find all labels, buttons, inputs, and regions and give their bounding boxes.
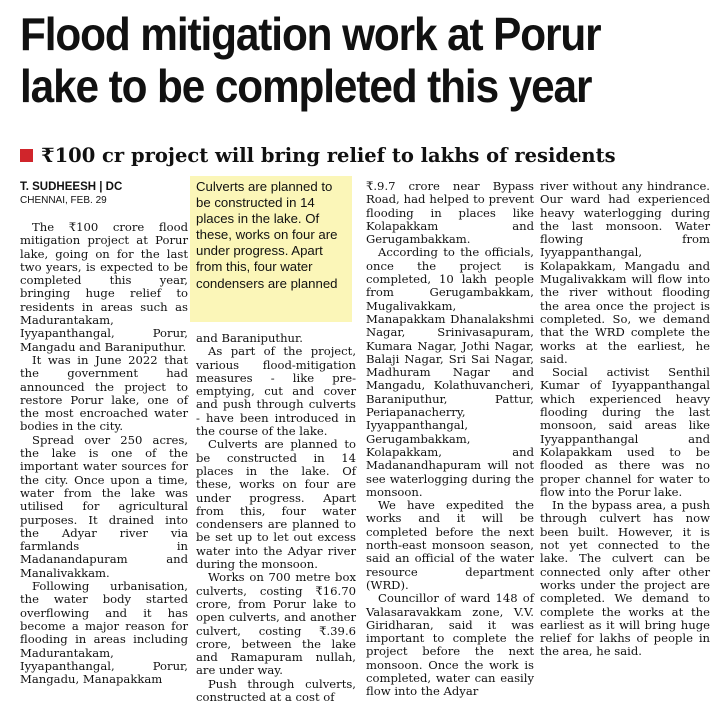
- paragraph: It was in June 2022 that the government had announced the project to restore Porur lake, one of the most encroached water bodies in the city.: [20, 352, 188, 434]
- paragraph: Works on 700 metre box culverts, costing ₹16.70 crore, from Porur lake to open culverts, and another culvert, costing ₹.39.6 crore, between the lake and Ramapuram nullah, are under way.: [196, 570, 356, 678]
- dateline: CHENNAI, FEB. 29: [20, 195, 107, 206]
- subheadline-text: ₹100 cr project will bring relief to lakhs of residents: [41, 144, 616, 167]
- subheadline: [20, 144, 710, 167]
- paragraph: Following urbanisation, the water body started overflowing and it has become a major reason for flooding in areas including Madurantakam, Iyyapanthangal, Porur, Mangadu, Manapakkam: [20, 579, 188, 687]
- paragraph: Councillor of ward 148 of Valasaravakkam zone, V.V. Giridharan, said it was important to complete the project before the next monsoon. Once the work is completed, water can easily flow into the Adyar: [366, 591, 534, 699]
- article-column-4: [540, 180, 710, 659]
- paragraph: According to the officials, once the project is completed, 10 lakh people from Gerugambakkam, Mugalivakkam, Manapakkam Dhanalakshmi Nagar, Srinivasapuram, Kumara Nagar, Jothi Nagar, Balaji Nagar, Sri Sai Nagar, Madhuram Nagar and Mangadu, Kolathuvancheri, Baraniputhur, Pattur, Periapanacherry, Iyyappanthangal, Gerugambakkam, Kolapakkam, and Madanandhapuram will not see waterlogging during the monsoon.: [366, 245, 534, 499]
- paragraph: As part of the project, various flood-mitigation measures - like pre-emptying, cut and cover and push through culverts - have been introduced in the course of the lake.: [196, 344, 356, 439]
- article-column-2: [196, 332, 356, 704]
- paragraph: The ₹100 crore flood mitigation project at Porur lake, going on for the last two years, is expected to be completed this year, bringing huge relief to residents in areas such as Madurantakam, Iyyapanthangal, Porur, Mangadu and Baraniputhur.: [20, 220, 188, 354]
- article-column-1: [20, 180, 188, 686]
- paragraph: In the bypass area, a push through culvert has now been built. However, it is not yet connected to the lake. The culvert can be connected only after other works under the project are completed. We demand to complete the works at the earliest as it will bring huge relief for lakhs of people in the area, he said.: [540, 498, 710, 659]
- paragraph: We have expedited the works and it will be completed before the next north-east monsoon season, said an official of the water resource department (WRD).: [366, 498, 534, 592]
- paragraph-continued: and Baraniputhur.: [196, 331, 303, 345]
- headline: Flood mitigation work at Porur lake to be completed this year: [20, 8, 601, 112]
- pull-quote: Culverts are planned to be constructed in 14 places in the lake. Of these, works on four are under progress. Apart from this, four water condensers are planned: [190, 176, 352, 322]
- byline: T. SUDHEESH | DC: [20, 181, 123, 193]
- paragraph: Spread over 250 acres, the lake is one of the important water sources for the city. Once upon a time, water from the lake was utilised for agricultural purposes. It drained into the Adyar river via farmlands in Madanandapuram and Manalivakkam.: [20, 432, 188, 580]
- paragraph: Culverts are planned to be constructed in 14 places in the lake. Of these, works on four are under progress. Apart from this, four water condensers are planned to be set up to let out excess water into the Adyar river during the monsoon.: [196, 437, 356, 572]
- red-square-bullet-icon: [20, 149, 33, 162]
- article-column-3: [366, 180, 534, 699]
- paragraph: Social activist Senthil Kumar of Iyyappanthangal which experienced heavy flooding during the last monsoon, said areas like Iyyappanthangal and Kolapakkam used to be flooded as there was no proper channel for water to flow into the Porur lake.: [540, 365, 710, 499]
- paragraph-continued: ₹.9.7 crore near Bypass Road, had helped to prevent flooding in places like Kolapakkam and Gerugambakkam.: [366, 179, 534, 247]
- paragraph: Push through culverts, constructed at a cost of: [196, 676, 356, 705]
- paragraph-continued: river without any hindrance. Our ward had experienced heavy waterlogging during the last monsoon. Water flowing from Iyyappanthangal, Kolapakkam, Mangadu and Mugalivakkam will flow into the river without flooding the area once the project is completed. So, we demand that the WRD complete the works at the earliest, he said.: [540, 179, 710, 366]
